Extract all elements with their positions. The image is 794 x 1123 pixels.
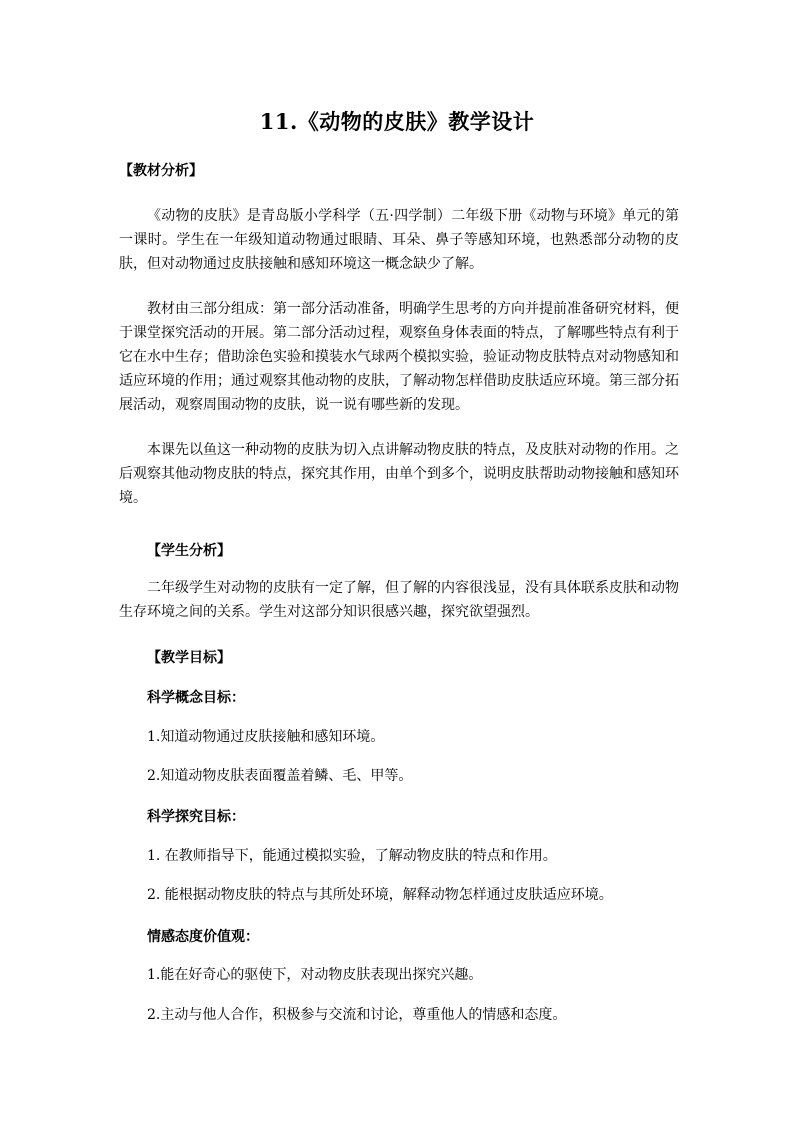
inquiry-goal-item-1: 1. 在教师指导下，能通过模拟实验，了解动物皮肤的特点和作用。 bbox=[147, 848, 557, 864]
subheading-inquiry-goals: 科学探究目标： bbox=[147, 809, 245, 825]
paragraph-textbook-1: 《动物的皮肤》是青岛版小学科学（五·四学制）二年级下册《动物与环境》单元的第一课时。学生在一年级知道动物通过眼睛、耳朵、鼻子等感知环境，也熟悉部分动物的皮肤，但对动物通过皮肤接触和感知环境这一概念缺少了解。 bbox=[119, 208, 679, 272]
concept-goal-item-2: 2.知道动物皮肤表面覆盖着鳞、毛、甲等。 bbox=[147, 768, 413, 784]
section-heading-student-analysis: 【学生分析】 bbox=[147, 543, 231, 559]
paragraph-students-1: 二年级学生对动物的皮肤有一定了解，但了解的内容很浅显，没有具体联系皮肤和动物生存环境之间的关系。学生对这部分知识很感兴趣，探究欲望强烈。 bbox=[119, 580, 679, 620]
attitude-goal-item-2: 2.主动与他人合作，积极参与交流和讨论，尊重他人的情感和态度。 bbox=[147, 1007, 567, 1023]
subheading-concept-goals: 科学概念目标： bbox=[147, 690, 245, 706]
attitude-goal-item-1: 1.能在好奇心的驱使下，对动物皮肤表现出探究兴趣。 bbox=[147, 967, 483, 983]
section-heading-textbook-analysis: 【教材分析】 bbox=[119, 163, 203, 179]
paragraph-textbook-2: 教材由三部分组成：第一部分活动准备，明确学生思考的方向并提前准备研究材料，便于课堂探究活动的开展。第二部分活动过程，观察鱼身体表面的特点，了解哪些特点有利于它在水中生存；借助涂色实验和摸装水气球两个模拟实验，验证动物皮肤特点对动物感知和适应环境的作用；通过观察其他动物的皮肤，了解动物怎样借助皮肤适应环境。第三部分拓展活动，观察周围动物的皮肤，说一说有哪些新的发现。 bbox=[119, 301, 679, 413]
subheading-attitude-goals: 情感态度价值观： bbox=[147, 929, 259, 945]
concept-goal-item-1: 1.知道动物通过皮肤接触和感知环境。 bbox=[147, 729, 385, 745]
document-title: 11.《动物的皮肤》教学设计 bbox=[259, 109, 535, 134]
section-heading-teaching-goals: 【教学目标】 bbox=[147, 650, 231, 666]
inquiry-goal-item-2: 2. 能根据动物皮肤的特点与其所处环境，解释动物怎样通过皮肤适应环境。 bbox=[147, 887, 613, 903]
paragraph-textbook-3: 本课先以鱼这一种动物的皮肤为切入点讲解动物皮肤的特点，及皮肤对动物的作用。之后观察其他动物皮肤的特点，探究其作用，由单个到多个，说明皮肤帮助动物接触和感知环境。 bbox=[119, 442, 679, 506]
